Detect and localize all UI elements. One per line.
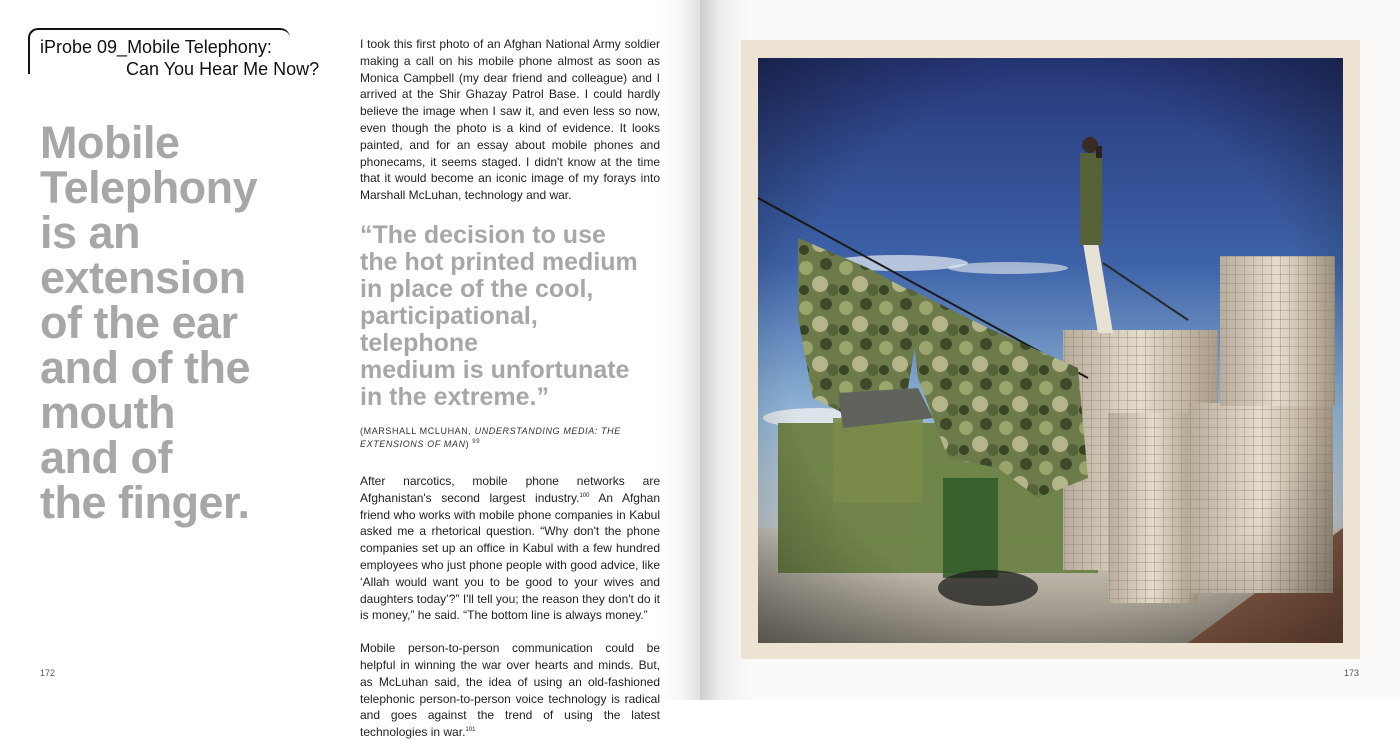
pull-quote-line: “The decision to use (360, 220, 606, 249)
pull-quote (360, 222, 660, 411)
pull-quote-line: in the extreme.” (360, 382, 549, 411)
footnote-ref: 99 (472, 438, 481, 445)
page-number-left: 172 (40, 668, 56, 678)
big-quote-line: the finger. (40, 477, 250, 528)
citation-title: UNDERSTANDING MEDIA: THE EXTENSIONS OF MAN (360, 425, 621, 449)
left-page (0, 0, 700, 740)
chapter-title-bracket-tail (28, 60, 30, 74)
big-quote-line: Mobile (40, 117, 180, 168)
body-paragraph-2-rest: An Afghan friend who works with mobile phone companies in Kabul asked me a rhetorical question. “Why don't the phone companies set up an office in Kabul with a few hundred employees who just phone people with good advice, like ‘Allah would want you to be good to your wives and daughters today’?” I'll tell you; the reason they don't do it is money,” he said. “The bottom line is always money.” (360, 490, 660, 623)
page-number-right: 173 (1344, 668, 1360, 678)
big-quote-line: extension (40, 252, 246, 303)
big-quote-line: Telephony (40, 162, 258, 213)
body-paragraph-2-start: After narcotics, mobile phone networks are Afghanistan's second largest industry. (360, 473, 660, 505)
body-column (360, 36, 660, 741)
citation-prefix: (MARSHALL MCLUHAN, (360, 425, 475, 436)
body-paragraph-2 (360, 473, 660, 624)
big-quote-line: and of (40, 432, 172, 483)
big-quote-line: of the ear (40, 297, 238, 348)
footnote-ref: 101 (465, 727, 476, 734)
big-quote-line: mouth (40, 387, 175, 438)
body-paragraph-3 (360, 640, 660, 741)
soldier-photo (758, 58, 1343, 643)
pull-quote-line: in place of the cool, (360, 274, 594, 303)
chapter-title-line1: iProbe 09_Mobile Telephony: (40, 37, 272, 57)
pull-quote-citation (360, 425, 660, 451)
big-quote-line: and of the (40, 342, 250, 393)
body-paragraph-3-text: Mobile person-to-person communication could be helpful in winning the war over hearts and minds. But, as McLuhan said, the idea of using an old-fashioned telephonic person-to-person voice technology is radical and goes against the trend of using the latest technologies in war. (360, 641, 660, 740)
chapter-title-line2: Can You Hear Me Now? (126, 59, 320, 79)
big-quote-line: is an (40, 207, 141, 258)
body-paragraph-1: I took this first photo of an Afghan National Army soldier making a call on his mobile phone almost as soon as Monica Campbell (my dear friend and colleague) and I arrived at the Shir Ghazay Patrol Base. I could hardly believe the image when I saw it, and even less so now, even though the photo is a kind of evidence. It looks painted, and for an essay about mobile phones and phonecams, it seems staged. I didn't know at the time that it would become an iconic image of my forays into Marshall McLuhan, technology and war. (360, 37, 660, 203)
citation-suffix: ) (465, 438, 470, 449)
soldier-photo-illustration (758, 58, 1343, 643)
footnote-ref: 100 (579, 492, 590, 499)
photo-frame (741, 40, 1360, 659)
pull-quote-line: medium is unfortunate (360, 355, 630, 384)
big-quote (40, 117, 340, 528)
chapter-title (40, 36, 319, 80)
pull-quote-line: participational, telephone (360, 301, 538, 357)
pull-quote-line: the hot printed medium (360, 247, 638, 276)
